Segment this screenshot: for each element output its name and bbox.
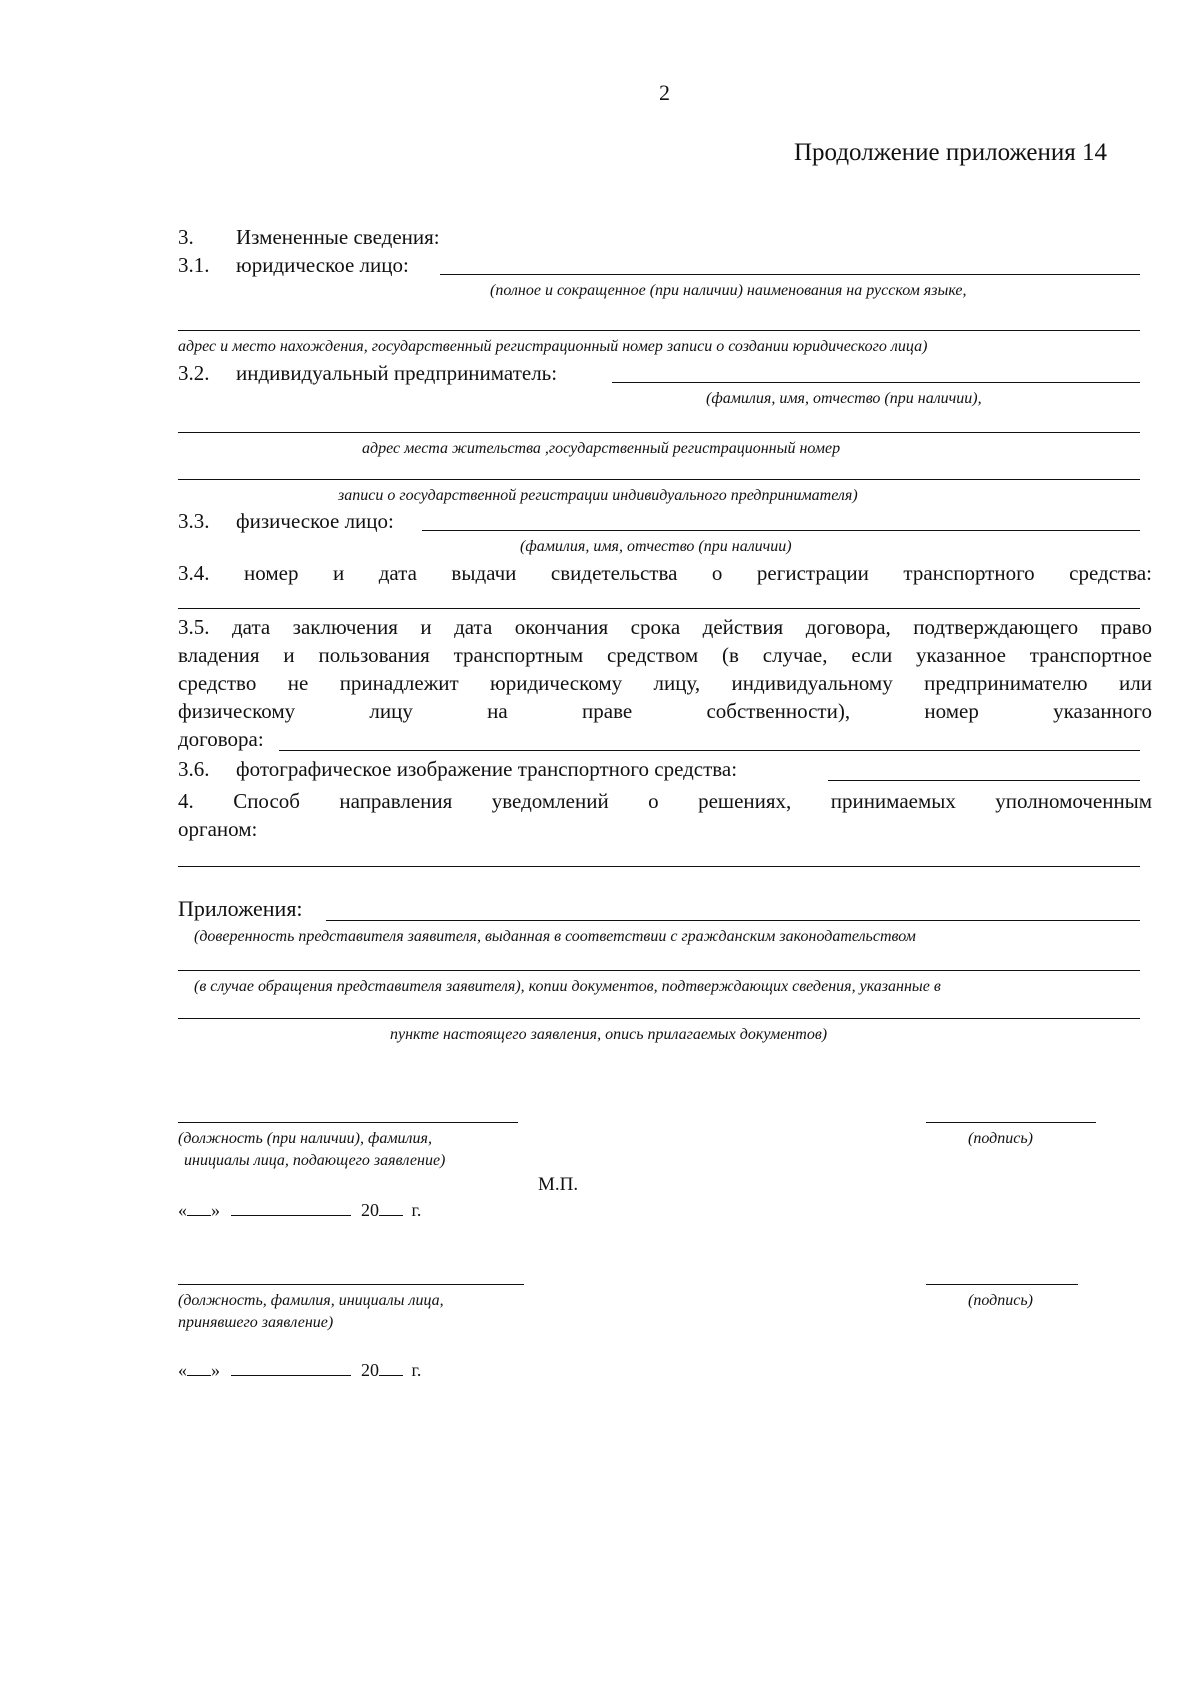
receiver-date-close: » (211, 1360, 220, 1380)
s35-w6: указанного (1053, 699, 1152, 723)
section-3-5-number: 3.5. (178, 615, 210, 639)
s34-w6: регистрации (756, 561, 869, 585)
section-3-4-number: 3.4. (178, 561, 210, 585)
attachments-hint-3: пункте настоящего заявления, опись прилагаемых документов) (390, 1026, 828, 1043)
section-3-2-number: 3.2. (178, 361, 210, 385)
entrepreneur-field-3[interactable] (178, 479, 1140, 480)
vehicle-photo-field[interactable] (828, 780, 1140, 781)
s4-w4: решениях, (698, 789, 792, 813)
section-3-5-line-4 (178, 698, 1152, 725)
section-3-5-line-2: владения и пользования транспортным средством (в случае, если указанное транспортное (178, 643, 1152, 667)
applicant-signature-field[interactable] (926, 1122, 1096, 1123)
section-3-label: Измененные сведения: (236, 225, 440, 249)
legal-entity-hint-1: (полное и сокращенное (при наличии) наименования на русском языке, (490, 282, 967, 299)
stamp-place: М.П. (538, 1174, 579, 1195)
applicant-signature-hint: (подпись) (968, 1130, 1033, 1147)
s34-w5: о (711, 561, 723, 585)
applicant-date-row (178, 1198, 421, 1222)
section-3-1-number: 3.1. (178, 253, 210, 277)
section-3-5-line-1 (178, 614, 1152, 641)
receiver-signature-hint: (подпись) (968, 1292, 1033, 1309)
receiver-month-field[interactable] (231, 1359, 351, 1376)
s35-w2: на (487, 699, 508, 723)
s4-w6: уполномоченным (995, 789, 1153, 813)
legal-entity-field[interactable] (440, 274, 1140, 275)
s4-w1: направления (339, 789, 453, 813)
entrepreneur-hint-1: (фамилия, имя, отчество (при наличии), (706, 390, 982, 407)
section-4-line-1 (178, 788, 1152, 815)
section-3-1-label: юридическое лицо: (236, 253, 409, 277)
registration-certificate-field[interactable] (178, 608, 1140, 609)
receiver-year-field[interactable] (379, 1359, 403, 1376)
s35-w1: лицу (369, 699, 413, 723)
section-3-3-label: физическое лицо: (236, 509, 394, 533)
entrepreneur-field[interactable] (612, 382, 1140, 383)
s34-w0: номер (244, 561, 299, 585)
s4-w0: Способ (233, 789, 300, 813)
s4-w2: уведомлений (491, 789, 609, 813)
receiver-position-hint-1: (должность, фамилия, инициалы лица, (178, 1292, 444, 1309)
section-3-6-label: фотографическое изображение транспортного средства: (236, 757, 738, 781)
notification-method-field[interactable] (178, 866, 1140, 867)
continuation-title: Продолжение приложения 14 (794, 139, 1108, 166)
receiver-date-row (178, 1358, 421, 1382)
s35-w0: физическому (178, 699, 296, 723)
individual-field[interactable] (422, 530, 1140, 531)
section-3-4-line (178, 560, 1152, 587)
entrepreneur-hint-3: записи о государственной регистрации индивидуального предпринимателя) (338, 487, 858, 504)
applicant-year-field[interactable] (379, 1199, 403, 1216)
applicant-day-field[interactable] (187, 1199, 211, 1216)
attachments-hint-1: (доверенность представителя заявителя, выданная в соответствии с гражданским законодательством (194, 928, 916, 945)
s34-w2: дата (378, 561, 417, 585)
legal-entity-hint-2: адрес и место нахождения, государственный регистрационный номер записи о создании юридического лица) (178, 338, 928, 355)
s35-w4: собственности), (706, 699, 851, 723)
section-3-6-number: 3.6. (178, 757, 210, 781)
applicant-year-suffix: г. (411, 1200, 422, 1220)
s34-w8: средства: (1069, 561, 1153, 585)
attachments-field[interactable] (326, 920, 1140, 921)
receiver-date-open: « (178, 1360, 187, 1380)
s34-w4: свидетельства (550, 561, 678, 585)
receiver-year-prefix: 20 (361, 1360, 379, 1380)
entrepreneur-hint-2: адрес места жительства ,государственный регистрационный номер (362, 440, 841, 457)
applicant-date-close: » (211, 1200, 220, 1220)
s34-w1: и (332, 561, 345, 585)
contract-field[interactable] (279, 750, 1140, 751)
s4-w3: о (648, 789, 659, 813)
entrepreneur-field-2[interactable] (178, 432, 1140, 433)
section-4-line-2: органом: (178, 817, 258, 841)
section-3-3-number: 3.3. (178, 509, 210, 533)
attachments-field-2[interactable] (178, 970, 1140, 971)
receiver-year-suffix: г. (411, 1360, 422, 1380)
applicant-position-field[interactable] (178, 1122, 518, 1123)
receiver-position-hint-2: принявшего заявление) (178, 1314, 334, 1331)
legal-entity-field-2[interactable] (178, 330, 1140, 331)
section-3-5-line-3: средство не принадлежит юридическому лицу, индивидуальному предпринимателю или (178, 671, 1152, 695)
applicant-year-prefix: 20 (361, 1200, 379, 1220)
attachments-label: Приложения: (178, 896, 303, 921)
section-3-2-label: индивидуальный предприниматель: (236, 361, 558, 385)
page-number: 2 (659, 80, 670, 105)
receiver-signature-field[interactable] (926, 1284, 1078, 1285)
receiver-day-field[interactable] (187, 1359, 211, 1376)
s4-w5: принимаемых (830, 789, 956, 813)
individual-hint-1: (фамилия, имя, отчество (при наличии) (520, 538, 792, 555)
section-3-5-text-1: дата заключения и дата окончания срока действия договора, подтверждающего право (231, 615, 1152, 639)
attachments-hint-2: (в случае обращения представителя заявителя), копии документов, подтверждающих сведения, указанные в (194, 978, 941, 995)
s35-w3: праве (582, 699, 633, 723)
s35-w5: номер (924, 699, 979, 723)
section-4-number: 4. (178, 789, 194, 813)
s34-w3: выдачи (451, 561, 517, 585)
s34-w7: транспортного (903, 561, 1035, 585)
section-3-5-contract-label: договора: (178, 727, 264, 751)
section-3-number: 3. (178, 225, 194, 249)
receiver-position-field[interactable] (178, 1284, 524, 1285)
attachments-field-3[interactable] (178, 1018, 1140, 1019)
applicant-month-field[interactable] (231, 1199, 351, 1216)
applicant-date-open: « (178, 1200, 187, 1220)
applicant-position-hint-1: (должность (при наличии), фамилия, (178, 1130, 432, 1147)
applicant-position-hint-2: инициалы лица, подающего заявление) (184, 1152, 446, 1169)
